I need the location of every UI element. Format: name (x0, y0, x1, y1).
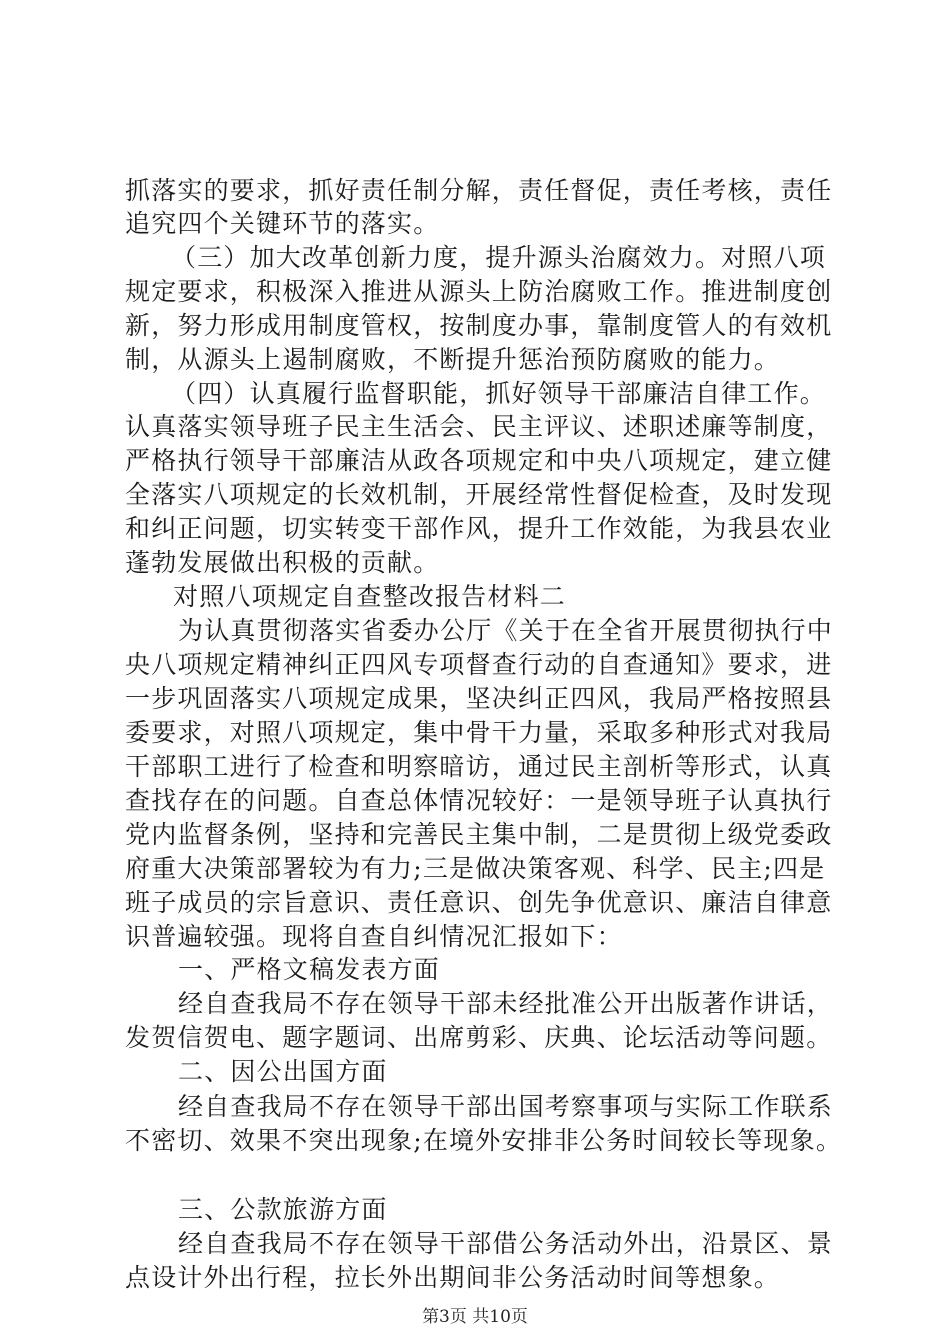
body-text-line: 抓落实的要求，抓好责任制分解，责任督促，责任考核，责任 (125, 176, 833, 205)
section-heading-3: （三）加大改革创新力度，提升源头治腐效力。对照八项 (171, 243, 827, 272)
body-text-line: 追究四个关键环节的落实。 (125, 209, 440, 238)
body-text-line: 识普遍较强。现将自查自纠情况汇报如下： (125, 922, 623, 951)
body-text-line: 经自查我局不存在领导干部未经批准公开出版著作讲话， (178, 989, 834, 1018)
body-text-line: 一步巩固落实八项规定成果，坚决纠正四风，我局严格按照县 (125, 684, 833, 713)
body-text-line: 规定要求，积极深入推进从源头上防治腐败工作。推进制度创 (125, 277, 833, 306)
body-text-line: 委要求，对照八项规定，集中骨干力量，采取多种形式对我局 (125, 718, 833, 747)
body-text-line: 党内监督条例，坚持和完善民主集中制，二是贯彻上级党委政 (125, 820, 833, 849)
report-title: 对照八项规定自查整改报告材料二 (173, 582, 567, 611)
subsection-heading-1: 一、严格文稿发表方面 (178, 955, 441, 984)
body-text-line: 全落实八项规定的长效机制，开展经常性督促检查，及时发现 (125, 480, 833, 509)
body-text-line: 查找存在的问题。自查总体情况较好：一是领导班子认真执行 (125, 786, 833, 815)
document-page (125, 0, 843, 1344)
subsection-heading-2: 二、因公出国方面 (178, 1057, 388, 1086)
body-text-line: 为认真贯彻落实省委办公厅《关于在全省开展贯彻执行中 (178, 616, 834, 645)
body-text-line: 点设计外出行程，拉长外出期间非公务活动时间等想象。 (125, 1263, 781, 1292)
body-text-line: 班子成员的宗旨意识、责任意识、创先争优意识、廉洁自律意 (125, 888, 833, 917)
body-text-line: 经自查我局不存在领导干部出国考察事项与实际工作联系 (178, 1092, 834, 1121)
page-number-footer: 第3页 共10页 (422, 1307, 528, 1327)
body-text-line: 制，从源头上遏制腐败，不断提升惩治预防腐败的能力。 (125, 345, 781, 374)
body-text-line: 严格执行领导干部廉洁从政各项规定和中央八项规定，建立健 (125, 446, 833, 475)
body-text-line: 认真落实领导班子民主生活会、民主评议、述职述廉等制度， (125, 412, 833, 441)
body-text-line: 发贺信贺电、题字题词、出席剪彩、庆典、论坛活动等问题。 (125, 1023, 833, 1052)
section-heading-4: （四）认真履行监督职能，抓好领导干部廉洁自律工作。 (171, 379, 827, 408)
body-text-line: 央八项规定精神纠正四风专项督查行动的自查通知》要求，进 (125, 650, 833, 679)
body-text-line: 不密切、效果不突出现象;在境外安排非公务时间较长等现象。 (125, 1126, 843, 1155)
body-text-line: 和纠正问题，切实转变干部作风，提升工作效能，为我县农业 (125, 514, 833, 543)
body-text-line: 新，努力形成用制度管权，按制度办事，靠制度管人的有效机 (125, 311, 833, 340)
body-text-line: 府重大决策部署较为有力;三是做决策客观、科学、民主;四是 (125, 854, 826, 883)
body-text-line: 干部职工进行了检查和明察暗访，通过民主剖析等形式，认真 (125, 752, 833, 781)
body-text-line: 经自查我局不存在领导干部借公务活动外出，沿景区、景 (178, 1229, 834, 1258)
body-text-line: 蓬勃发展做出积极的贡献。 (125, 548, 440, 577)
subsection-heading-3: 三、公款旅游方面 (178, 1195, 388, 1224)
